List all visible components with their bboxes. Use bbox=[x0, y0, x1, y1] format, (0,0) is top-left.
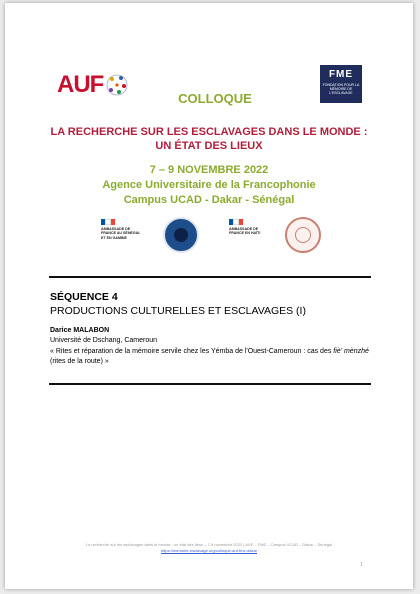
footer-text: La recherche sur les esclavages dans le monde : un état des lieux – 7-9 novembre 2022 | AUF – FME – Campus UCAD – Dakar – Sénégal bbox=[85, 542, 333, 547]
event-dates: 7 – 9 NOVEMBRE 2022 bbox=[149, 164, 269, 176]
auf-logo bbox=[57, 71, 137, 101]
talk-title-italic: fiè' mènzhé bbox=[333, 348, 369, 355]
fme-logo-subtext: FONDATION POUR LA MÉMOIRE DE L'ESCLAVAGE bbox=[322, 83, 360, 95]
conference-title-line2: UN ÉTAT DES LIEUX bbox=[155, 140, 263, 152]
page-number: 1 bbox=[360, 562, 363, 568]
sequence-title: SÉQUENCE 4 bbox=[50, 291, 118, 303]
speaker-name: Darice MALABON bbox=[50, 327, 110, 334]
conference-title bbox=[35, 125, 383, 153]
fme-logo-text: FME bbox=[328, 69, 354, 80]
document-page bbox=[5, 3, 413, 589]
speaker-affiliation: Université de Dschang, Cameroun bbox=[50, 337, 157, 344]
bottom-divider bbox=[49, 383, 371, 385]
french-flag-icon bbox=[101, 219, 115, 225]
ambassade-haiti-logo bbox=[229, 219, 271, 253]
sequence-subtitle: PRODUCTIONS CULTURELLES ET ESCLAVAGES (I) bbox=[50, 305, 306, 317]
ambassade-senegal-text: AMBASSADE DE FRANCE AU SÉNÉGAL ET EN GAMBIE bbox=[101, 227, 141, 240]
colloque-heading: COLLOQUE bbox=[178, 91, 252, 106]
event-place: Campus UCAD - Dakar - Sénégal bbox=[123, 194, 295, 206]
event-info bbox=[35, 163, 383, 208]
talk-title-end: (rites de la route) » bbox=[50, 358, 109, 365]
fme-logo bbox=[320, 65, 362, 103]
partner-seal-logo bbox=[285, 217, 321, 253]
page-footer bbox=[25, 542, 393, 554]
auf-logo-text: AUF bbox=[57, 71, 104, 98]
auf-globe-icon bbox=[105, 73, 129, 97]
ambassade-senegal-logo bbox=[101, 219, 143, 253]
university-seal-logo bbox=[163, 217, 199, 253]
footer-link[interactable]: https://memoire-esclavage.org/colloque-auf-fme-dakar bbox=[160, 548, 258, 553]
partner-logos bbox=[101, 215, 351, 255]
talk-title-start: « Rites et réparation de la mémoire servile chez les Yémba de l'Ouest-Cameroun : cas des bbox=[50, 348, 334, 355]
french-flag-icon bbox=[229, 219, 243, 225]
ambassade-haiti-text: AMBASSADE DE FRANCE EN HAÏTI bbox=[229, 227, 261, 236]
conference-title-line1: LA RECHERCHE SUR LES ESCLAVAGES DANS LE MONDE : bbox=[50, 126, 368, 138]
event-organizer: Agence Universitaire de la Francophonie bbox=[102, 179, 316, 191]
talk-title bbox=[50, 347, 380, 367]
top-divider bbox=[49, 276, 371, 278]
